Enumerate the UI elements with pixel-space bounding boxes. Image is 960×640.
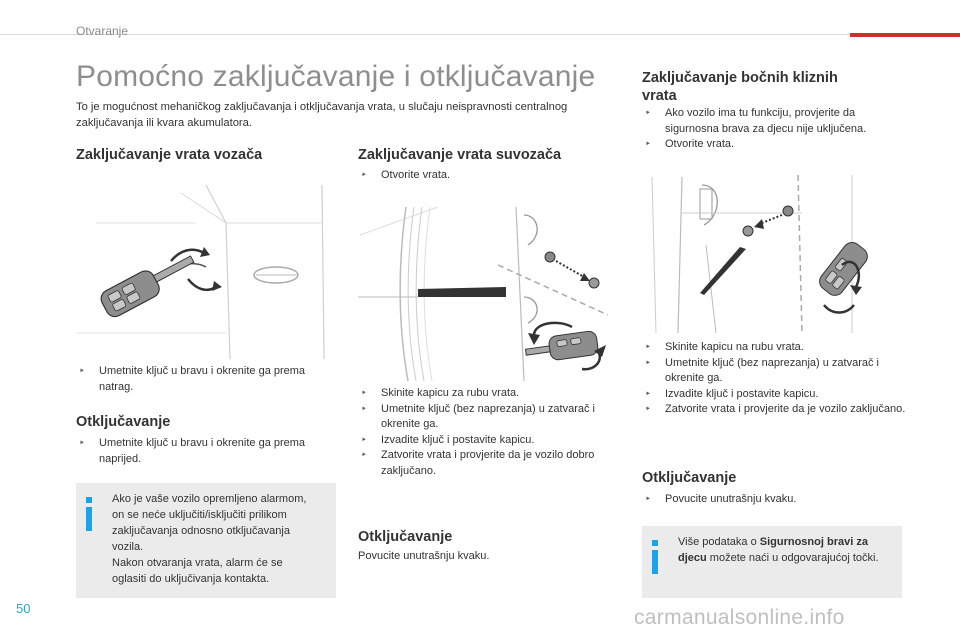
sliding-door-illustration [642,175,902,333]
passenger-steps [358,386,624,479]
sliding-unlock-steps [642,492,904,508]
passenger-door-illustration [358,205,620,381]
safety-info-text [678,534,894,566]
header-accent [850,33,960,37]
passenger-step: ‣ Skinite kapicu za rubu vrata. [358,386,624,402]
alarm-info-line: on se neće uključiti/isključiti prilikom [112,509,287,521]
sliding-step: ‣ Umetnite ključ (bez naprezanja) u zatvarač i okrenite ga. [642,356,910,387]
sliding-heading-line: Zaključavanje bočnih kliznih [642,70,838,86]
driver-step: ‣ Umetnite ključ u bravu i okrenite ga prema natrag. [76,364,338,395]
passenger-unlock-text: Povucite unutrašnju kvaku. [358,550,490,562]
alarm-info-line: oglasiti do uključivanja kontakta. [112,573,270,585]
safety-info-bold: Sigurnosnoj bravi za djecu [678,536,868,564]
sliding-step: ‣ Izvadite ključ i postavite kapicu. [642,387,910,403]
passenger-unlock-heading-text: Otključavanje [358,529,453,545]
passenger-heading [358,146,561,164]
watermark: carmanualsonline.info [634,606,845,629]
sliding-heading-line: vrata [642,88,677,104]
sliding-unlock-heading [642,469,736,487]
driver-door-illustration [76,183,334,359]
sliding-steps-top [642,106,904,153]
passenger-step: ‣ Umetnite ključ (bez naprezanja) u zatvarač i okrenite ga. [358,402,624,433]
passenger-step: ‣ Zatvorite vrata i provjerite da je vozilo dobro zaključano. [358,448,624,479]
header-bar [0,0,960,38]
driver-unlock-steps [76,436,338,467]
driver-heading [76,146,262,164]
driver-unlock-heading [76,413,170,431]
sliding-steps [642,340,910,418]
driver-unlock-heading-text: Otključavanje [76,414,171,430]
driver-heading-text: Zaključavanje vrata vozača [76,147,263,163]
alarm-info-box [76,483,336,598]
sliding-step: ‣ Otvorite vrata. [642,137,904,153]
passenger-steps-top [358,168,620,184]
alarm-info-line: Ako je vaše vozilo opremljeno alarmom, [112,493,307,505]
driver-steps [76,364,338,395]
passenger-unlock-heading [358,528,452,546]
sliding-unlock-heading-text: Otključavanje [642,470,737,486]
safety-info-box [642,526,902,598]
safety-info-prefix: Više podataka o [678,536,760,548]
passenger-step: ‣ Otvorite vrata. [358,168,620,184]
safety-info-suffix: možete naći u odgovarajućoj točki. [706,552,879,564]
sliding-heading [642,69,922,105]
passenger-heading-text: Zaključavanje vrata suvozača [358,147,562,163]
alarm-info-line: Nakon otvaranja vrata, alarm će se [112,557,283,569]
sliding-step: ‣ Skinite kapicu na rubu vrata. [642,340,910,356]
section-title: Otvaranje [76,24,129,38]
page-title: Pomoćno zaključavanje i otključavanje [76,60,596,93]
driver-unlock-step: ‣ Umetnite ključ u bravu i okrenite ga prema naprijed. [76,436,338,467]
passenger-step: ‣ Izvadite ključ i postavite kapicu. [358,433,624,449]
alarm-info-text [112,491,306,587]
intro-text: To je mogućnost mehaničkog zaključavanja i otključavanja vrata, u slučaju neispravnosti centralnog zaključavanja ili kvara akumulatora. [76,101,568,129]
alarm-info-line: vozila. [112,541,144,553]
header-divider [0,34,960,35]
alarm-info-line: zaključavanja odnosno otključavanja [112,525,290,537]
sliding-unlock-step: ‣ Povucite unutrašnju kvaku. [642,492,904,508]
info-icon [652,540,658,574]
sliding-step: ‣ Ako vozilo ima tu funkciju, provjerite da sigurnosna brava za djecu nije uključena. [642,106,904,137]
sliding-step: ‣ Zatvorite vrata i provjerite da je vozilo zaključano. [642,402,910,418]
info-icon [86,497,92,531]
page-number: 50 [16,601,31,616]
